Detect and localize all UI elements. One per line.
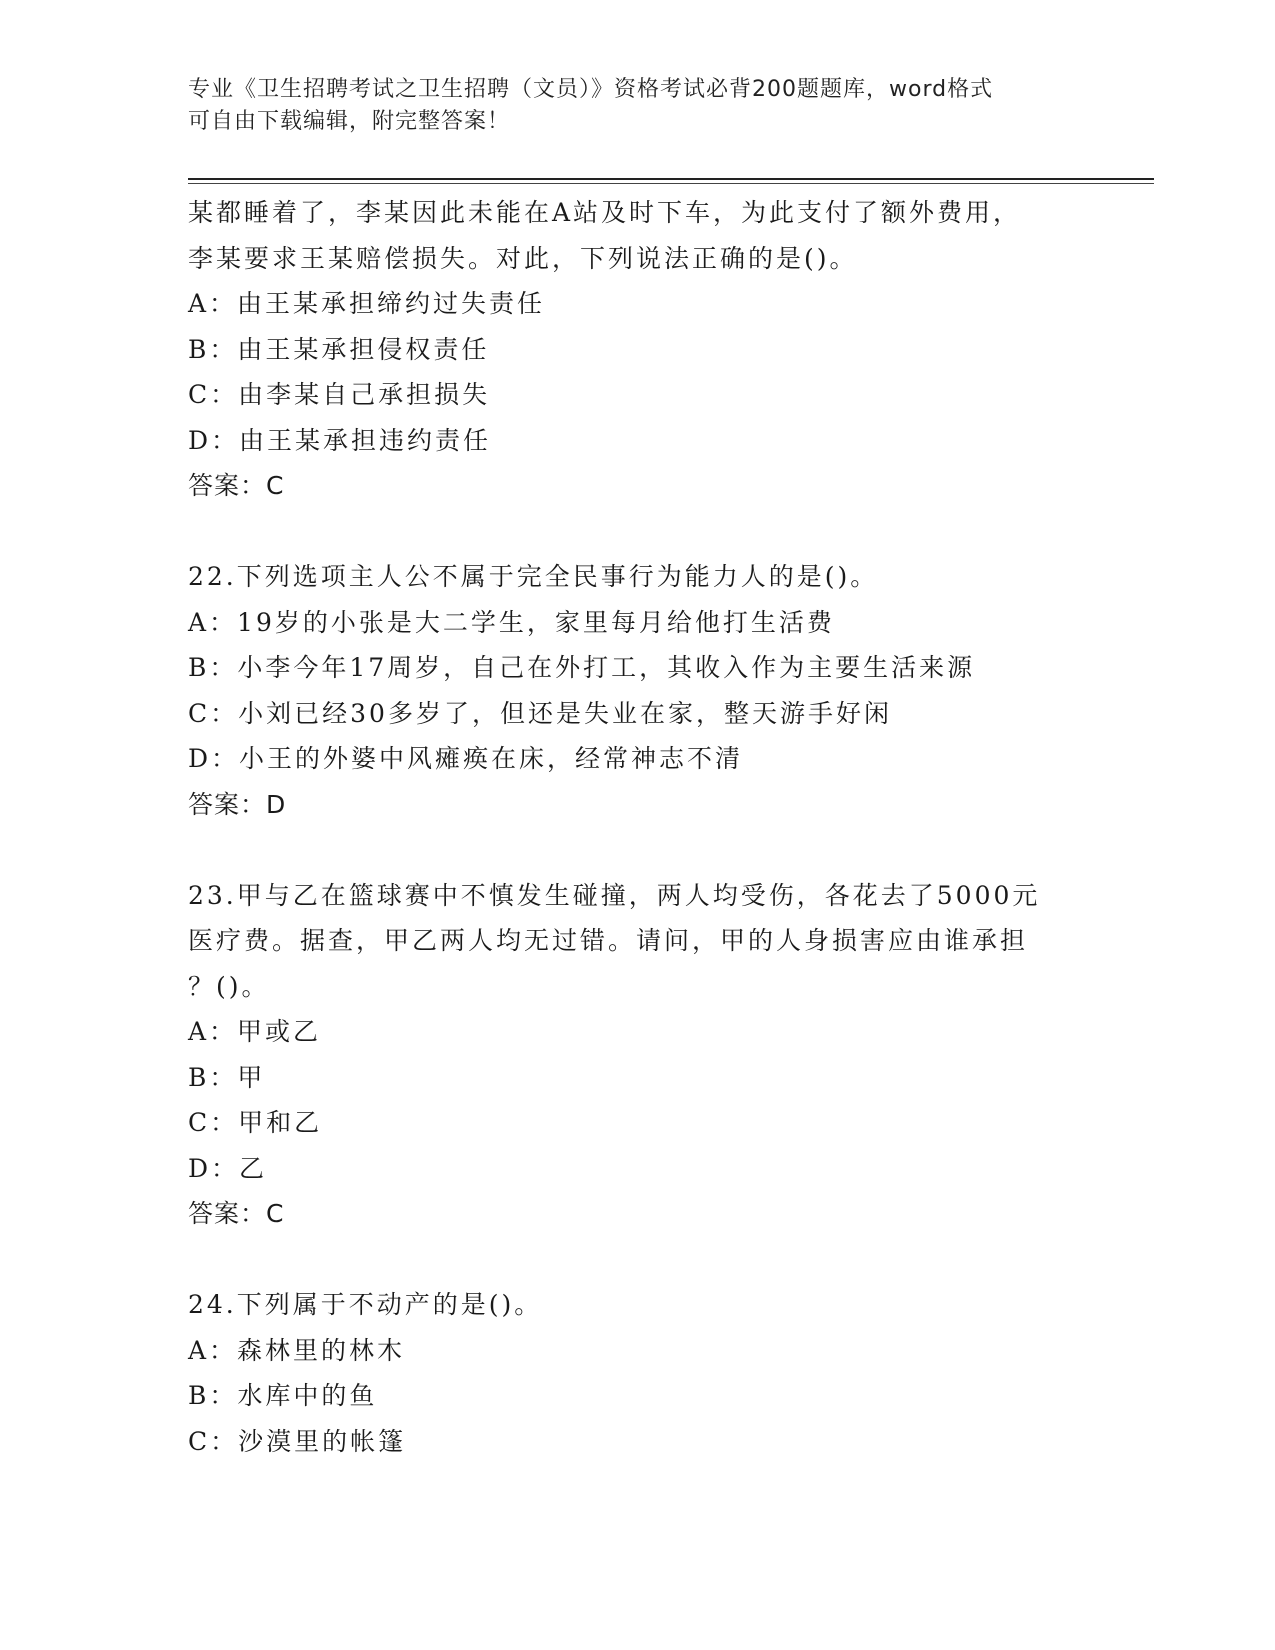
question-stem-line: 22.下列选项主人公不属于完全民事行为能力人的是()。: [188, 562, 879, 591]
question-21-continuation: [188, 190, 1088, 509]
question-spacer: [188, 827, 1088, 873]
question-stem-line: 23.甲与乙在篮球赛中不慎发生碰撞，两人均受伤，各花去了5000元: [188, 880, 1041, 910]
option-b: B：由王某承担侵权责任: [188, 334, 490, 364]
answer-line: 答案：C: [188, 1199, 285, 1228]
header-line-1: 专业《卫生招聘考试之卫生招聘（文员）》资格考试必背200题题库，word格式: [188, 77, 994, 102]
question-stem-line: 医疗费。据查，甲乙两人均无过错。请问，甲的人身损害应由谁承担: [188, 926, 1029, 955]
document-header: [188, 74, 1088, 138]
header-line-2: 可自由下载编辑，附完整答案！: [188, 109, 511, 134]
question-stem-line: 24.下列属于不动产的是()。: [188, 1290, 543, 1319]
option-c: C：甲和乙: [188, 1108, 323, 1137]
question-spacer: [188, 509, 1088, 555]
answer-line: 答案：C: [188, 471, 285, 500]
option-a: A：森林里的林木: [188, 1335, 406, 1365]
option-c: C：沙漠里的帐篷: [188, 1426, 407, 1456]
question-24: [188, 1282, 1088, 1464]
option-b: B：甲: [188, 1062, 266, 1092]
option-c: C：由李某自己承担损失: [188, 380, 491, 409]
option-d: D：由王某承担违约责任: [188, 425, 492, 455]
question-stem-line: ？()。: [188, 971, 270, 1001]
header-divider-thin: [188, 183, 1154, 184]
option-a: A：19岁的小张是大二学生，家里每月给他打生活费: [188, 607, 835, 637]
answer-line: 答案：D: [188, 789, 287, 819]
header-divider-thick: [188, 178, 1154, 180]
question-22: [188, 554, 1088, 827]
question-spacer: [188, 1237, 1088, 1283]
option-b: B：水库中的鱼: [188, 1381, 378, 1410]
option-a: A：由王某承担缔约过失责任: [188, 289, 546, 318]
option-b: B：小李今年17周岁，自己在外打工，其收入作为主要生活来源: [188, 653, 976, 682]
question-body: [188, 190, 1088, 1464]
option-c: C：小刘已经30多岁了，但还是失业在家，整天游手好闲: [188, 698, 892, 728]
option-d: D：乙: [188, 1153, 268, 1183]
option-d: D：小王的外婆中风瘫痪在床，经常神志不清: [188, 744, 744, 773]
question-23: [188, 873, 1088, 1237]
question-stem-line: 某都睡着了，李某因此未能在A站及时下车，为此支付了额外费用，: [188, 198, 1022, 227]
option-a: A：甲或乙: [188, 1017, 322, 1046]
question-stem-line: 李某要求王某赔偿损失。对此，下列说法正确的是()。: [188, 243, 858, 273]
